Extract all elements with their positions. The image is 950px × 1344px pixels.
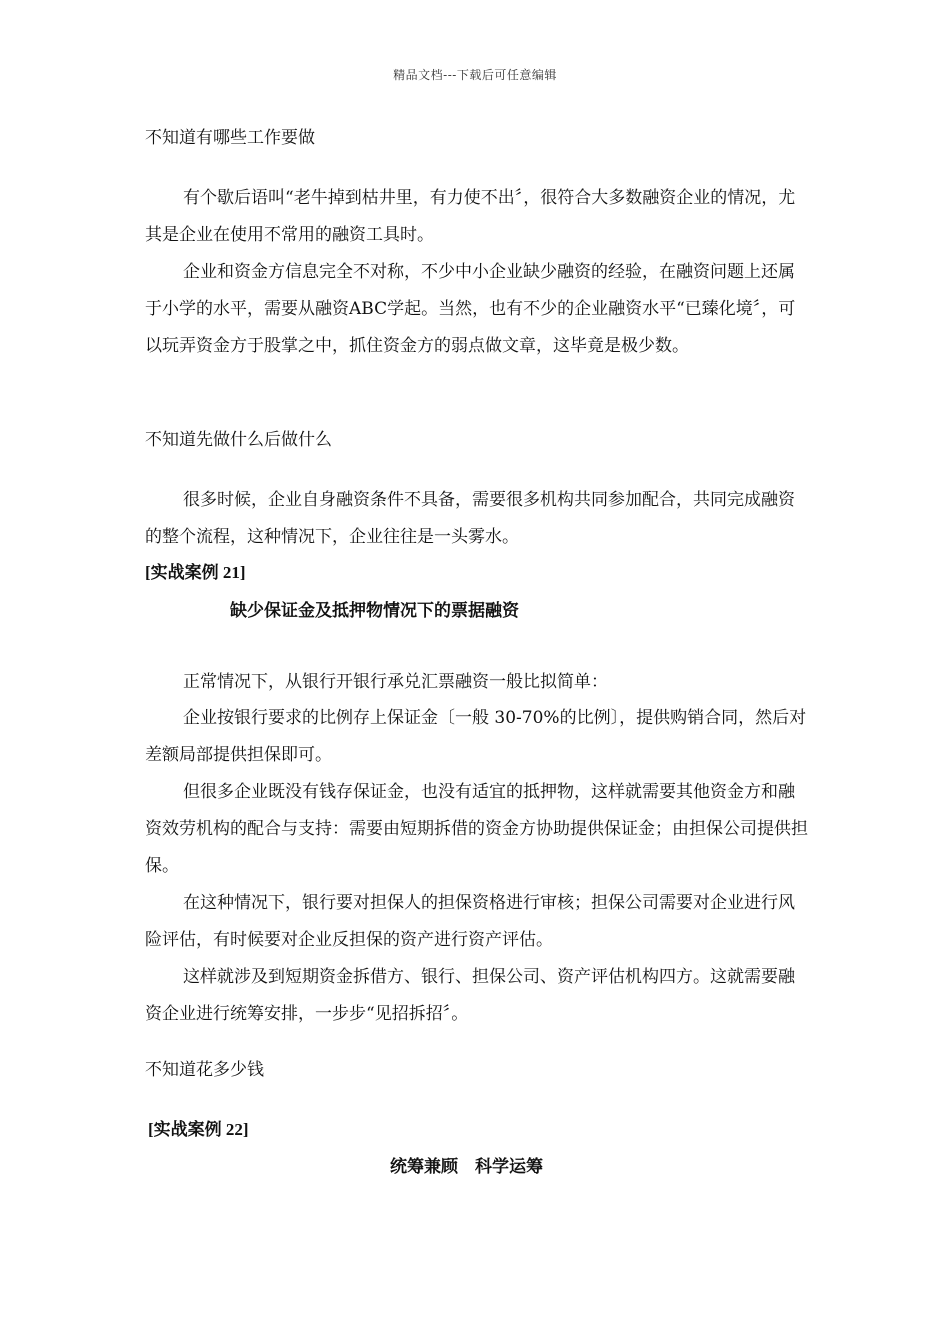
paragraph-proverb: 有个歇后语叫“老牛掉到枯井里，有力使不出〞，很符合大多数融资企业的情况，尤其是企业在使用不常用的融资工具时。 [145, 188, 796, 245]
section-heading-what-work: 不知道有哪些工作要做 [145, 128, 315, 148]
paragraph-guarantee-review: 在这种情况下，银行要对担保人的担保资格进行审核；担保公司需要对企业进行风险评估，有时候要对企业反担保的资产进行资产评估。 [145, 893, 795, 950]
paragraph-four-parties: 这样就涉及到短期资金拆借方、银行、担保公司、资产评估机构四方。这就需要融资企业进行统筹安排，一步步“见招拆招〞。 [145, 967, 795, 1024]
paragraph-normal-case: 正常情况下，从银行开银行承兑汇票融资一般比拟简单： [183, 672, 608, 692]
paragraph-deposit-ratio: 企业按银行要求的比例存上保证金〔一般 30-70%的比例〕，提供购销合同，然后对差额局部提供担保即可。 [145, 708, 807, 765]
case-title-22: 统筹兼顾 科学运筹 [390, 1157, 543, 1177]
section-heading-order: 不知道先做什么后做什么 [145, 430, 332, 450]
paragraph-no-collateral: 但很多企业既没有钱存保证金，也没有适宜的抵押物，这样就需要其他资金方和融资效劳机构的配合与支持：需要由短期拆借的资金方协助提供保证金；由担保公司提供担保。 [145, 782, 808, 876]
case-title-21: 缺少保证金及抵押物情况下的票据融资 [230, 601, 519, 621]
paragraph-confusion: 很多时候，企业自身融资条件不具备，需要很多机构共同参加配合，共同完成融资的整个流程，这种情况下，企业往往是一头雾水。 [145, 490, 795, 547]
paragraph-info-asymmetry: 企业和资金方信息完全不对称，不少中小企业缺少融资的经验，在融资问题上还属于小学的水平，需要从融资ABC学起。当然，也有不少的企业融资水平“已臻化境〞，可以玩弄资金方于股掌之中，抓住资金方的弱点做文章，这毕竟是极少数。 [145, 262, 796, 356]
section-heading-cost: 不知道花多少钱 [145, 1060, 264, 1080]
case-tag-21: [实战案例 21] [145, 563, 246, 582]
case-tag-22: [实战案例 22] [148, 1120, 249, 1139]
page-header: 精品文档---下载后可任意编辑 [393, 68, 557, 82]
